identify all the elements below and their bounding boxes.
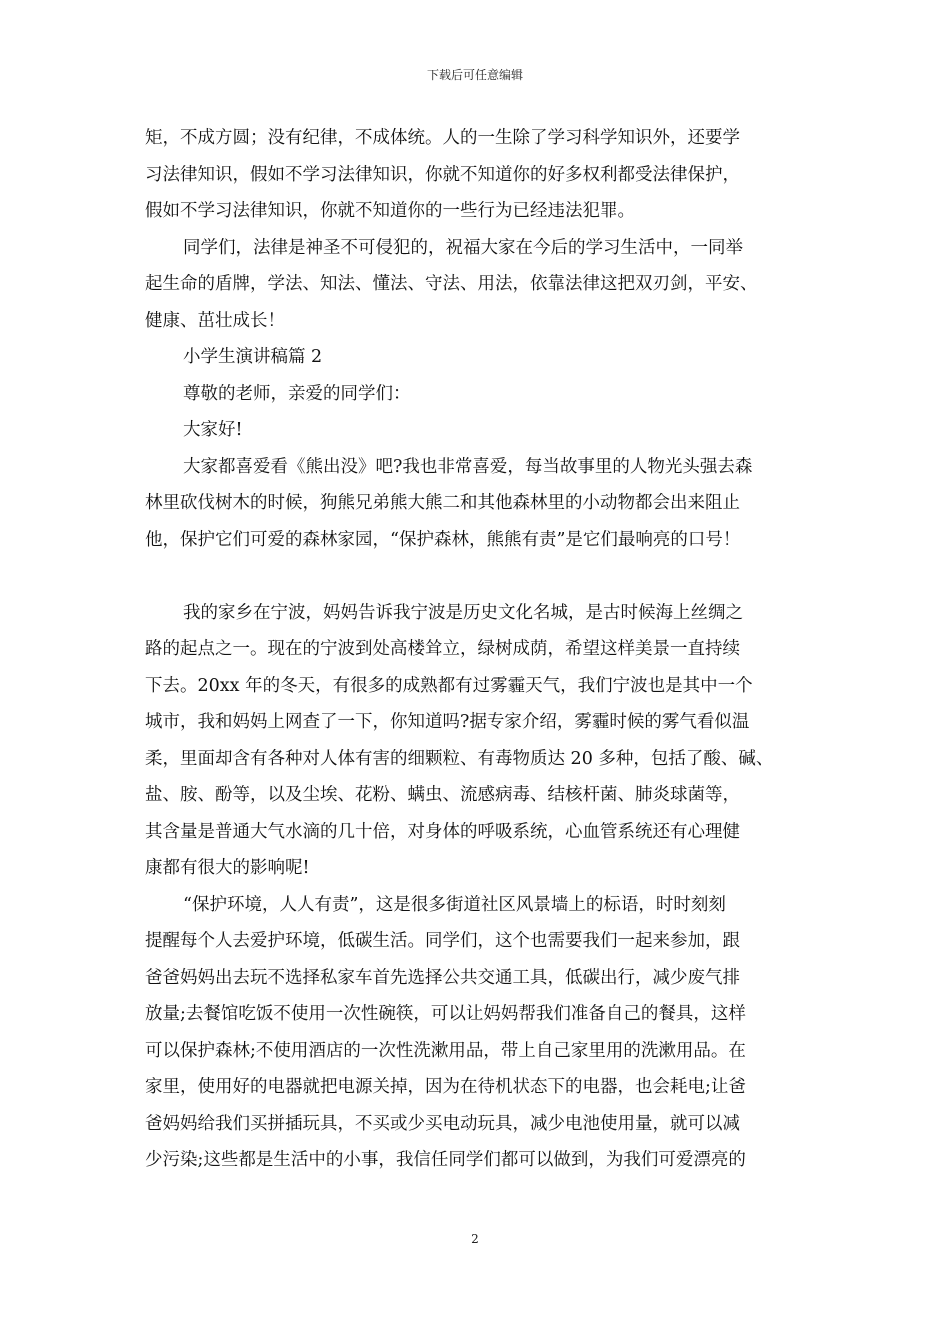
text-line: 爸爸妈妈出去玩不选择私家车首先选择公共交通工具，低碳出行，减少废气排 [145, 967, 740, 988]
text-line: 下去。20xx 年的冬天，有很多的成熟都有过雾霾天气，我们宁波也是其中一个 [145, 675, 753, 696]
salutation: 尊敬的老师，亲爱的同学们： [183, 383, 411, 404]
text-line: 习法律知识，假如不学习法律知识，你就不知道你的好多权利都受法律保护， [145, 164, 740, 185]
text-line: 爸妈妈给我们买拼插玩具，不买或少买电动玩具，减少电池使用量，就可以减 [145, 1113, 740, 1134]
text-line: 路的起点之一。现在的宁波到处高楼耸立，绿树成荫，希望这样美景一直持续 [145, 639, 740, 659]
text-line: 城市，我和妈妈上网查了一下，你知道吗?据专家介绍，雾霾时候的雾气看似温 [145, 712, 750, 732]
text-line: 可以保护森林;不使用酒店的一次性洗漱用品，带上自己家里用的洗漱用品。在 [145, 1040, 746, 1061]
text-line: 其含量是普通大气水滴的几十倍，对身体的呼吸系统，心血管系统还有心理健 [145, 821, 740, 842]
text-line: 家里，使用好的电器就把电源关掉，因为在待机状态下的电器，也会耗电;让爸 [145, 1077, 746, 1097]
text-line: 同学们，法律是神圣不可侵犯的，祝福大家在今后的学习生活中，一同举 [183, 237, 743, 258]
page-number: 2 [471, 1232, 479, 1246]
text-line: 少污染;这些都是生活中的小事，我信任同学们都可以做到，为我们可爱漂亮的 [145, 1150, 746, 1170]
section-heading: 小学生演讲稿篇 2 [183, 347, 323, 367]
text-line: 假如不学习法律知识，你就不知道你的一些行为已经违法犯罪。 [145, 201, 635, 221]
text-line: 起生命的盾牌，学法、知法、懂法、守法、用法，依靠法律这把双刃剑，平安、 [145, 274, 758, 294]
text-line: 提醒每个人去爱护环境，低碳生活。同学们，这个也需要我们一起来参加，跟 [145, 931, 740, 951]
blank-line [145, 558, 810, 595]
text-line: 放量;去餐馆吃饭不使用一次性碗筷，可以让妈妈帮我们准备自己的餐具，这样 [145, 1004, 746, 1024]
text-line: 矩，不成方圆；没有纪律，不成体统。人的一生除了学习科学知识外，还要学 [145, 128, 740, 148]
page-header: 下载后可任意编辑 [426, 68, 523, 82]
text-line: 我的家乡在宁波，妈妈告诉我宁波是历史文化名城，是古时候海上丝绸之 [183, 602, 743, 623]
text-line: 康都有很大的影响呢! [145, 858, 310, 878]
document-body [145, 120, 810, 1179]
text-line: 柔，里面却含有各种对人体有害的细颗粒、有毒物质达 20 多种，包括了酸、碱、 [145, 748, 774, 769]
text-line: “保护环境，人人有责”，这是很多街道社区风景墙上的标语，时时刻刻 [183, 894, 726, 915]
greeting: 大家好! [183, 420, 243, 440]
text-line: 健康、茁壮成长！ [145, 310, 285, 331]
text-line: 他，保护它们可爱的森林家园，“保护森林，熊熊有责”是它们最响亮的口号！ [145, 529, 741, 550]
text-line: 林里砍伐树木的时候，狗熊兄弟熊大熊二和其他森林里的小动物都会出来阻止 [145, 493, 740, 513]
text-line: 大家都喜爱看《熊出没》吧?我也非常喜爱，每当故事里的人物光头强去森 [183, 456, 753, 477]
text-line: 盐、胺、酚等，以及尘埃、花粉、螨虫、流感病毒、结核杆菌、肺炎球菌等， [145, 785, 740, 805]
